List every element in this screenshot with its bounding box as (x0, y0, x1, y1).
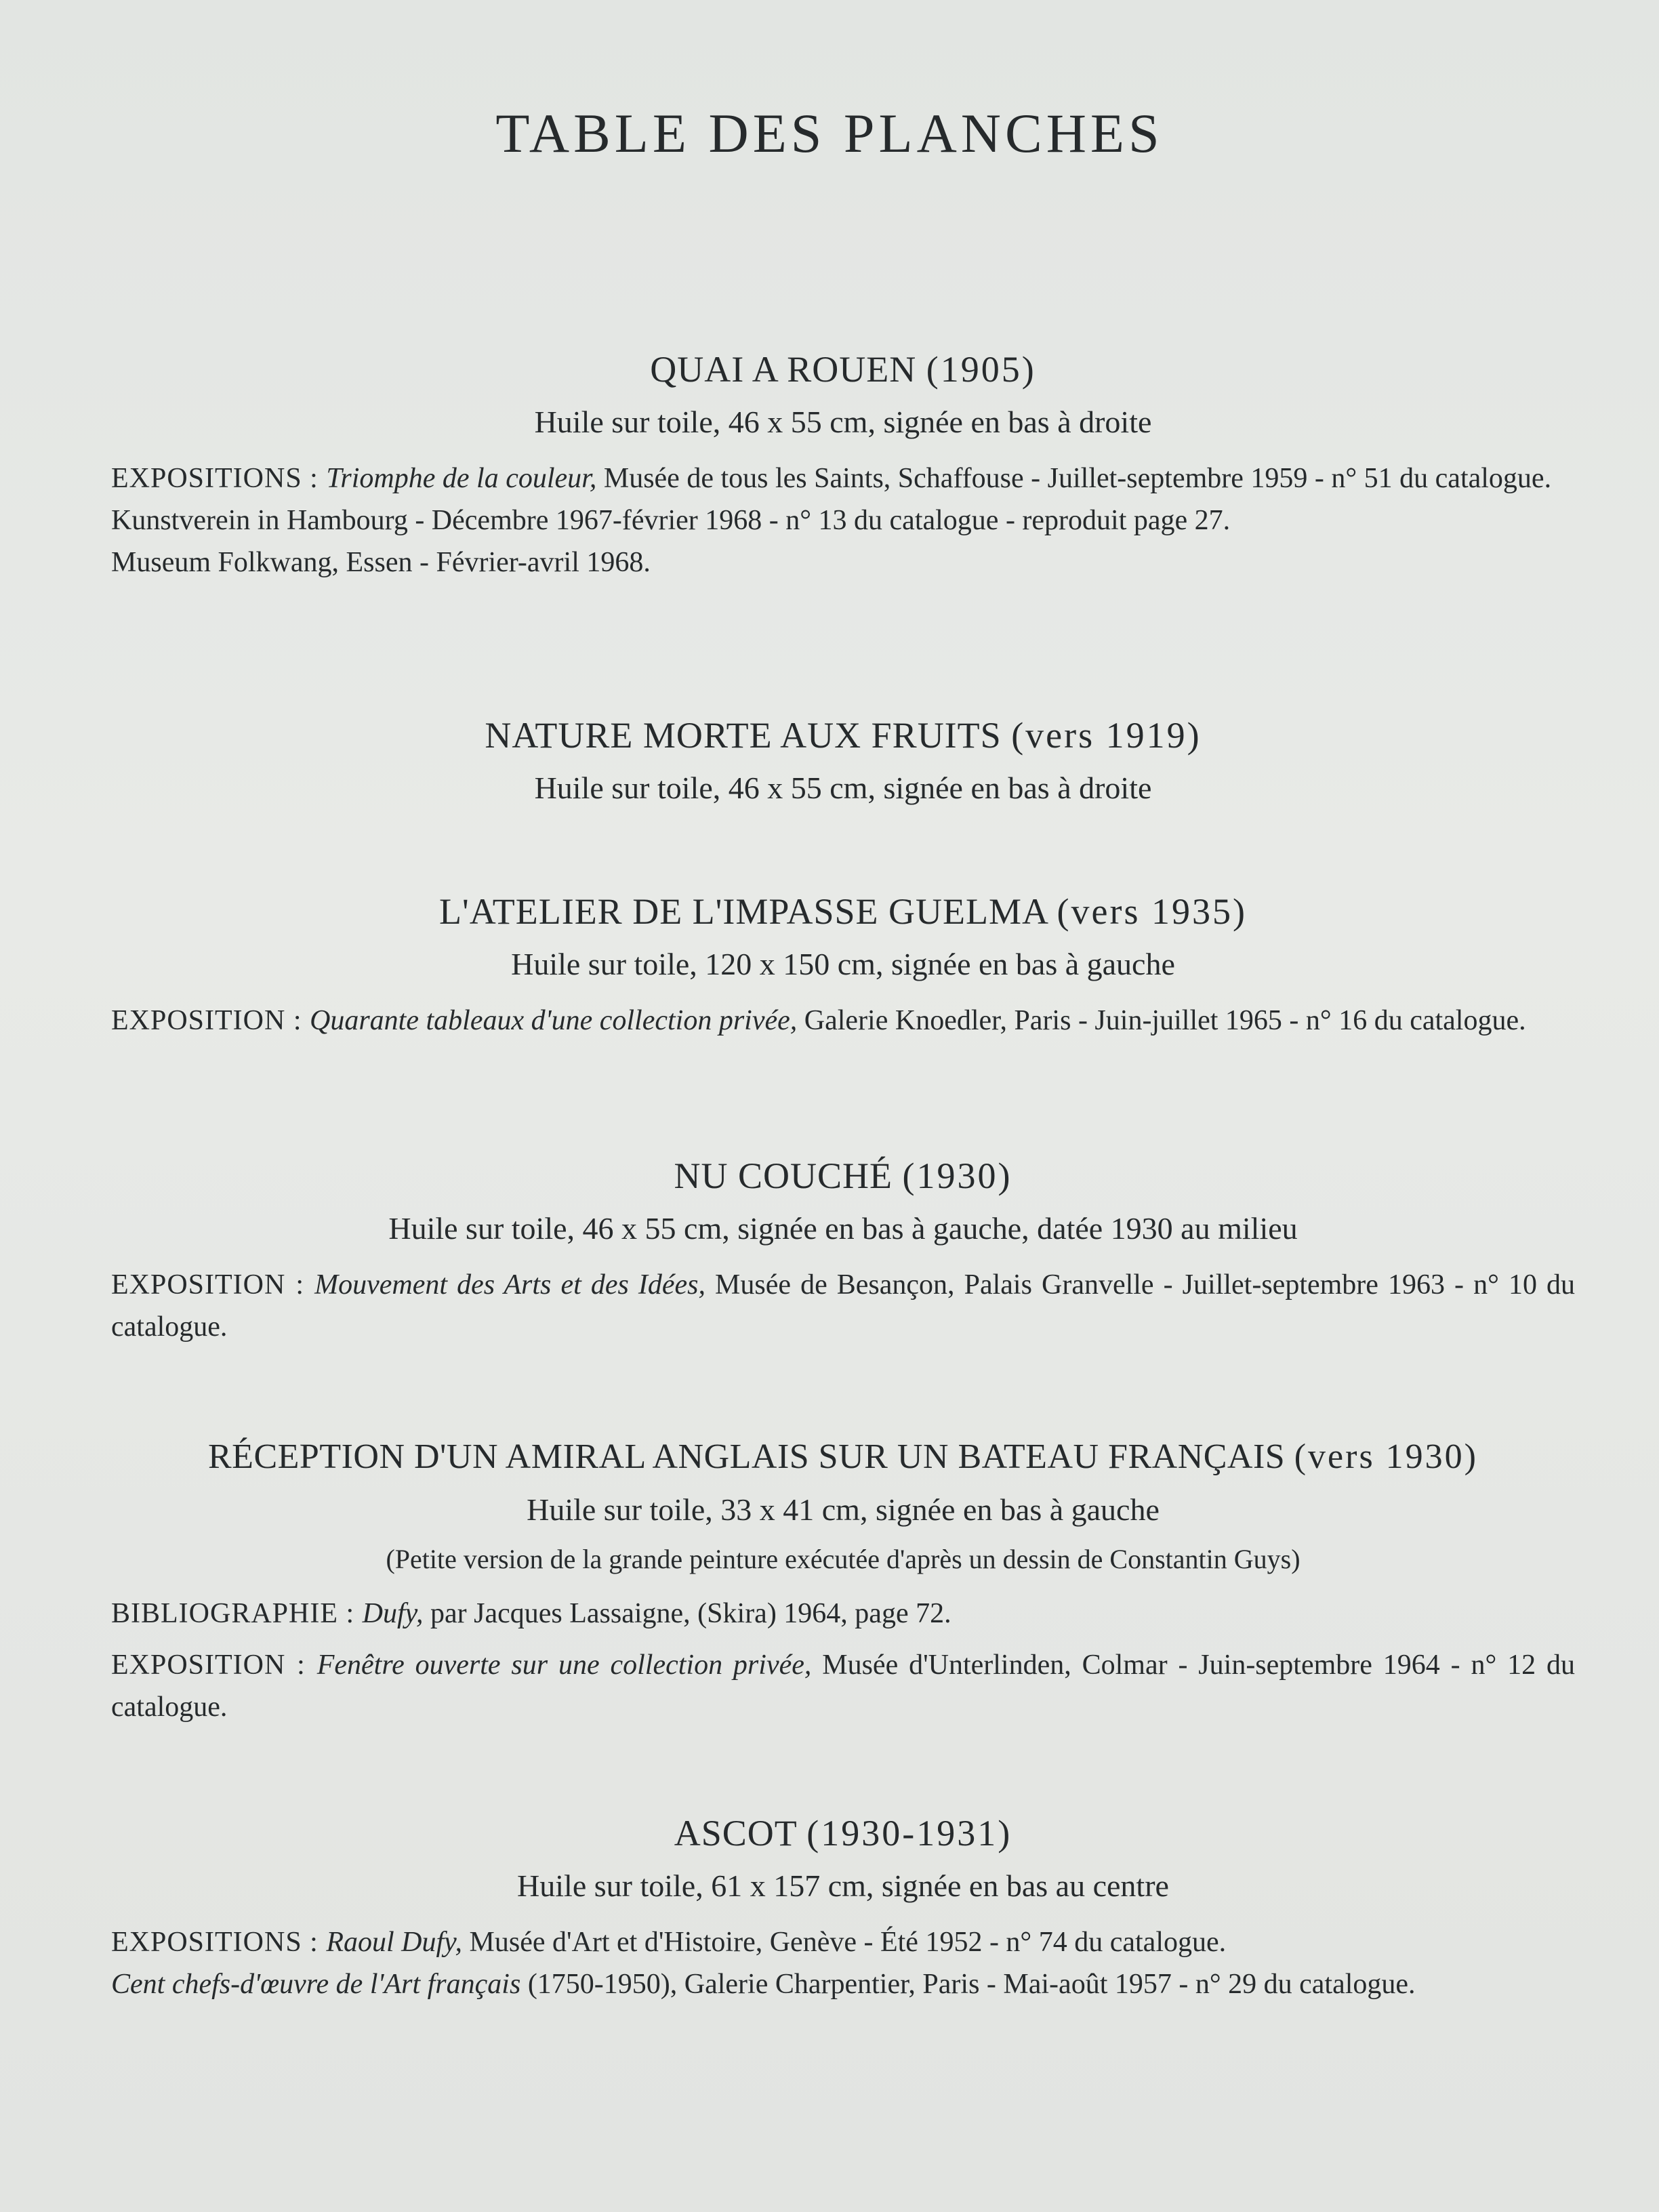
plate-medium: Huile sur toile, 46 x 55 cm, signée en bas à gauche, datée 1930 au milieu (388, 1211, 1298, 1246)
plate-title: L'ATELIER DE L'IMPASSE GUELMA (vers 1935) (439, 891, 1247, 932)
plate-title: RÉCEPTION D'UN AMIRAL ANGLAIS SUR UN BATEAU FRANÇAIS (vers 1930) (208, 1437, 1478, 1476)
plate-title: QUAI A ROUEN (1905) (650, 349, 1036, 390)
plate-entry (111, 708, 1575, 814)
plate-title: NATURE MORTE AUX FRUITS (vers 1919) (485, 715, 1202, 756)
page-title: TABLE DES PLANCHES (495, 102, 1164, 164)
plate-entry (111, 1806, 1575, 2005)
plate-entry (111, 884, 1575, 1042)
plate-medium: Huile sur toile, 46 x 55 cm, signée en bas à droite (534, 771, 1152, 805)
plate-medium: Huile sur toile, 61 x 157 cm, signée en bas au centre (517, 1868, 1169, 1903)
exhibition-line: Kunstverein in Hambourg - Décembre 1967-février 1968 - n° 13 du catalogue - reproduit page 27. (111, 505, 1231, 536)
plate-title: NU COUCHÉ (1930) (674, 1155, 1012, 1196)
exhibition-paragraph: EXPOSITION : Mouvement des Arts et des Idées, Musée de Besançon, Palais Granvelle - Juillet-septembre 1963 - n° 10 du catalogue. (111, 1269, 1575, 1343)
exhibition-title: Raoul Dufy, (326, 1927, 463, 1958)
plate-medium: Huile sur toile, 33 x 41 cm, signée en bas à gauche (527, 1492, 1160, 1527)
exhibition-title: Mouvement des Arts et des Idées, (314, 1269, 705, 1300)
plate-entry (111, 342, 1575, 583)
exhibition-paragraph: EXPOSITION : Quarante tableaux d'une collection privée, Galerie Knoedler, Paris - Juin-juillet 1965 - n° 16 du catalogue. (111, 1005, 1526, 1036)
bibliography-paragraph: BIBLIOGRAPHIE : Dufy, par Jacques Lassaigne, (Skira) 1964, page 72. (111, 1598, 951, 1629)
bibliography-title: Dufy, (362, 1598, 424, 1629)
exhibition-paragraph: EXPOSITIONS : Raoul Dufy, Musée d'Art et d'Histoire, Genève - Été 1952 - n° 74 du catalogue. (111, 1927, 1227, 1958)
plate-entry (111, 1149, 1575, 1348)
plate-medium: Huile sur toile, 120 x 150 cm, signée en bas à gauche (511, 947, 1175, 981)
exhibition-paragraph: Cent chefs-d'œuvre de l'Art français (1750-1950), Galerie Charpentier, Paris - Mai-août 1957 - n° 29 du catalogue. (111, 1969, 1416, 2000)
plate-medium: Huile sur toile, 46 x 55 cm, signée en bas à droite (534, 405, 1152, 439)
exhibition-title: Triomphe de la couleur, (326, 463, 597, 494)
exhibition-title: Quarante tableaux d'une collection privée, (310, 1005, 798, 1036)
plate-note: (Petite version de la grande peinture exécutée d'après un dessin de Constantin Guys) (386, 1544, 1300, 1574)
exhibition-paragraph: EXPOSITION : Fenêtre ouverte sur une collection privée, Musée d'Unterlinden, Colmar - Juin-septembre 1964 - n° 12 du catalogue. (111, 1650, 1575, 1723)
plate-entry (111, 1430, 1575, 1728)
exhibition-line: Museum Folkwang, Essen - Février-avril 1968. (111, 547, 651, 578)
plate-title: ASCOT (1930-1931) (674, 1813, 1012, 1853)
exhibition-title: Fenêtre ouverte sur une collection privée, (316, 1650, 812, 1681)
exhibition-paragraph: EXPOSITIONS : Triomphe de la couleur, Musée de tous les Saints, Schaffouse - Juillet-septembre 1959 - n° 51 du catalogue. (111, 463, 1552, 494)
exhibition-title: Cent chefs-d'œuvre de l'Art français (111, 1969, 521, 2000)
